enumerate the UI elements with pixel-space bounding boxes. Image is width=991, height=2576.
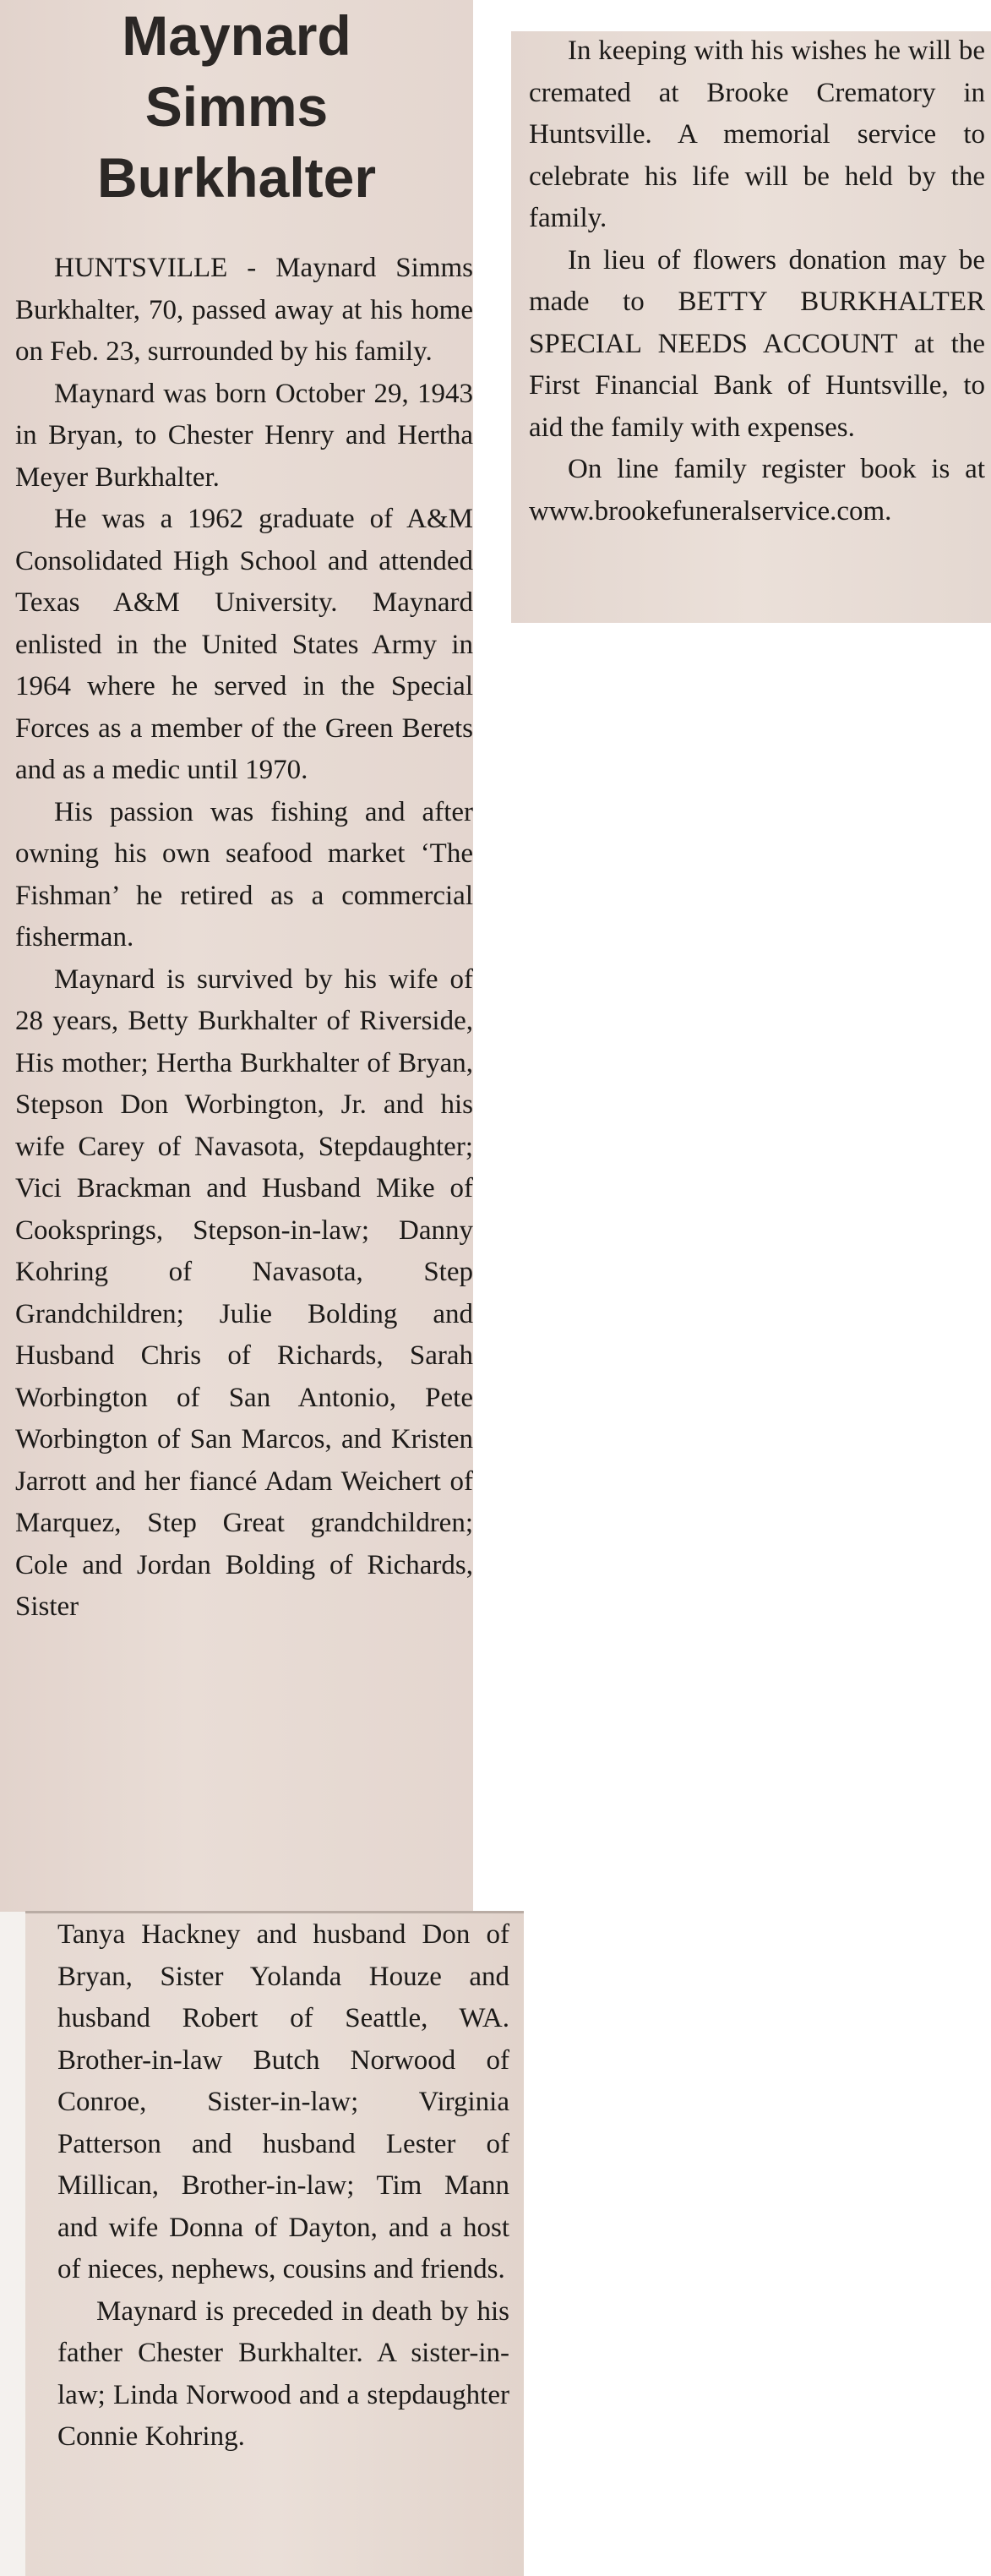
paragraph-survivors: Maynard is survived by his wife of 28 years, Betty Burkhalter of Riverside, His mother; Hertha Burkhalter of Bryan, Stepson Don Worbington, Jr. and his wife Carey of Navasota, Stepdaughter; Vici Brackman and Husband Mike of Cooksprings, Stepson-in-law; Danny Kohring of Navasota, Step Grandchildren; Julie Bolding and Husband Chris of Richards, Sarah Worbington of San Antonio, Pete Worbington of San Marcos, and Kristen Jarrott and her fiancé Adam Weichert of Marquez, Step Great grandchildren; Cole and Jordan Bolding of Richards, Sister <box>15 963 473 1622</box>
obituary-headline <box>34 0 439 213</box>
paragraph-cremation: In keeping with his wishes he will be cremated at Brooke Crematory in Huntsville. A memorial service to celebrate his life will be held by the family. <box>529 35 985 233</box>
clipping-seam <box>25 1911 524 1913</box>
headline-line-1: Maynard <box>122 4 351 67</box>
paragraph-survivors-continued: Tanya Hackney and husband Don of Bryan, Sister Yolanda Houze and husband Robert of Seattle, WA. Brother-in-law Butch Norwood of Conroe, Sister-in-law; Virginia Patterson and husband Lester of Millican, Brother-in-law; Tim Mann and wife Donna of Dayton, and a host of nieces, nephews, cousins and friends. <box>57 1919 509 2284</box>
paragraph-preceded: Maynard is preceded in death by his father Chester Burkhalter. A sister-in-law; Linda Norwood and a stepdaughter Connie Kohring. <box>57 2295 509 2452</box>
paragraph-education-service: He was a 1962 graduate of A&M Consolidated High School and attended Texas A&M University. Maynard enlisted in the United States Army in 1964 where he served in the Special Forces as a member of the Green Berets and as a medic until 1970. <box>15 504 473 785</box>
headline-line-2: Simms <box>144 75 329 138</box>
column-continuation <box>57 1914 509 2459</box>
paragraph-register-book: On line family register book is at www.brookefuneralservice.com. <box>529 454 985 527</box>
column-main <box>15 248 473 1629</box>
paragraph-death-notice: HUNTSVILLE - Maynard Simms Burkhalter, 70, passed away at his home on Feb. 23, surrounded by his family. <box>15 253 473 367</box>
headline-line-3: Burkhalter <box>96 146 377 209</box>
column-services <box>529 30 985 532</box>
paragraph-donations: In lieu of flowers donation may be made to BETTY BURKHALTER SPECIAL NEEDS ACCOUNT at the First Financial Bank of Huntsville, to aid the family with expenses. <box>529 244 985 443</box>
paragraph-birth: Maynard was born October 29, 1943 in Bryan, to Chester Henry and Hertha Meyer Burkhalter. <box>15 378 473 493</box>
paragraph-passion: His passion was fishing and after owning his own seafood market ‘The Fishman’ he retired as a commercial fisherman. <box>15 796 473 952</box>
scan-margin <box>0 1912 25 2576</box>
